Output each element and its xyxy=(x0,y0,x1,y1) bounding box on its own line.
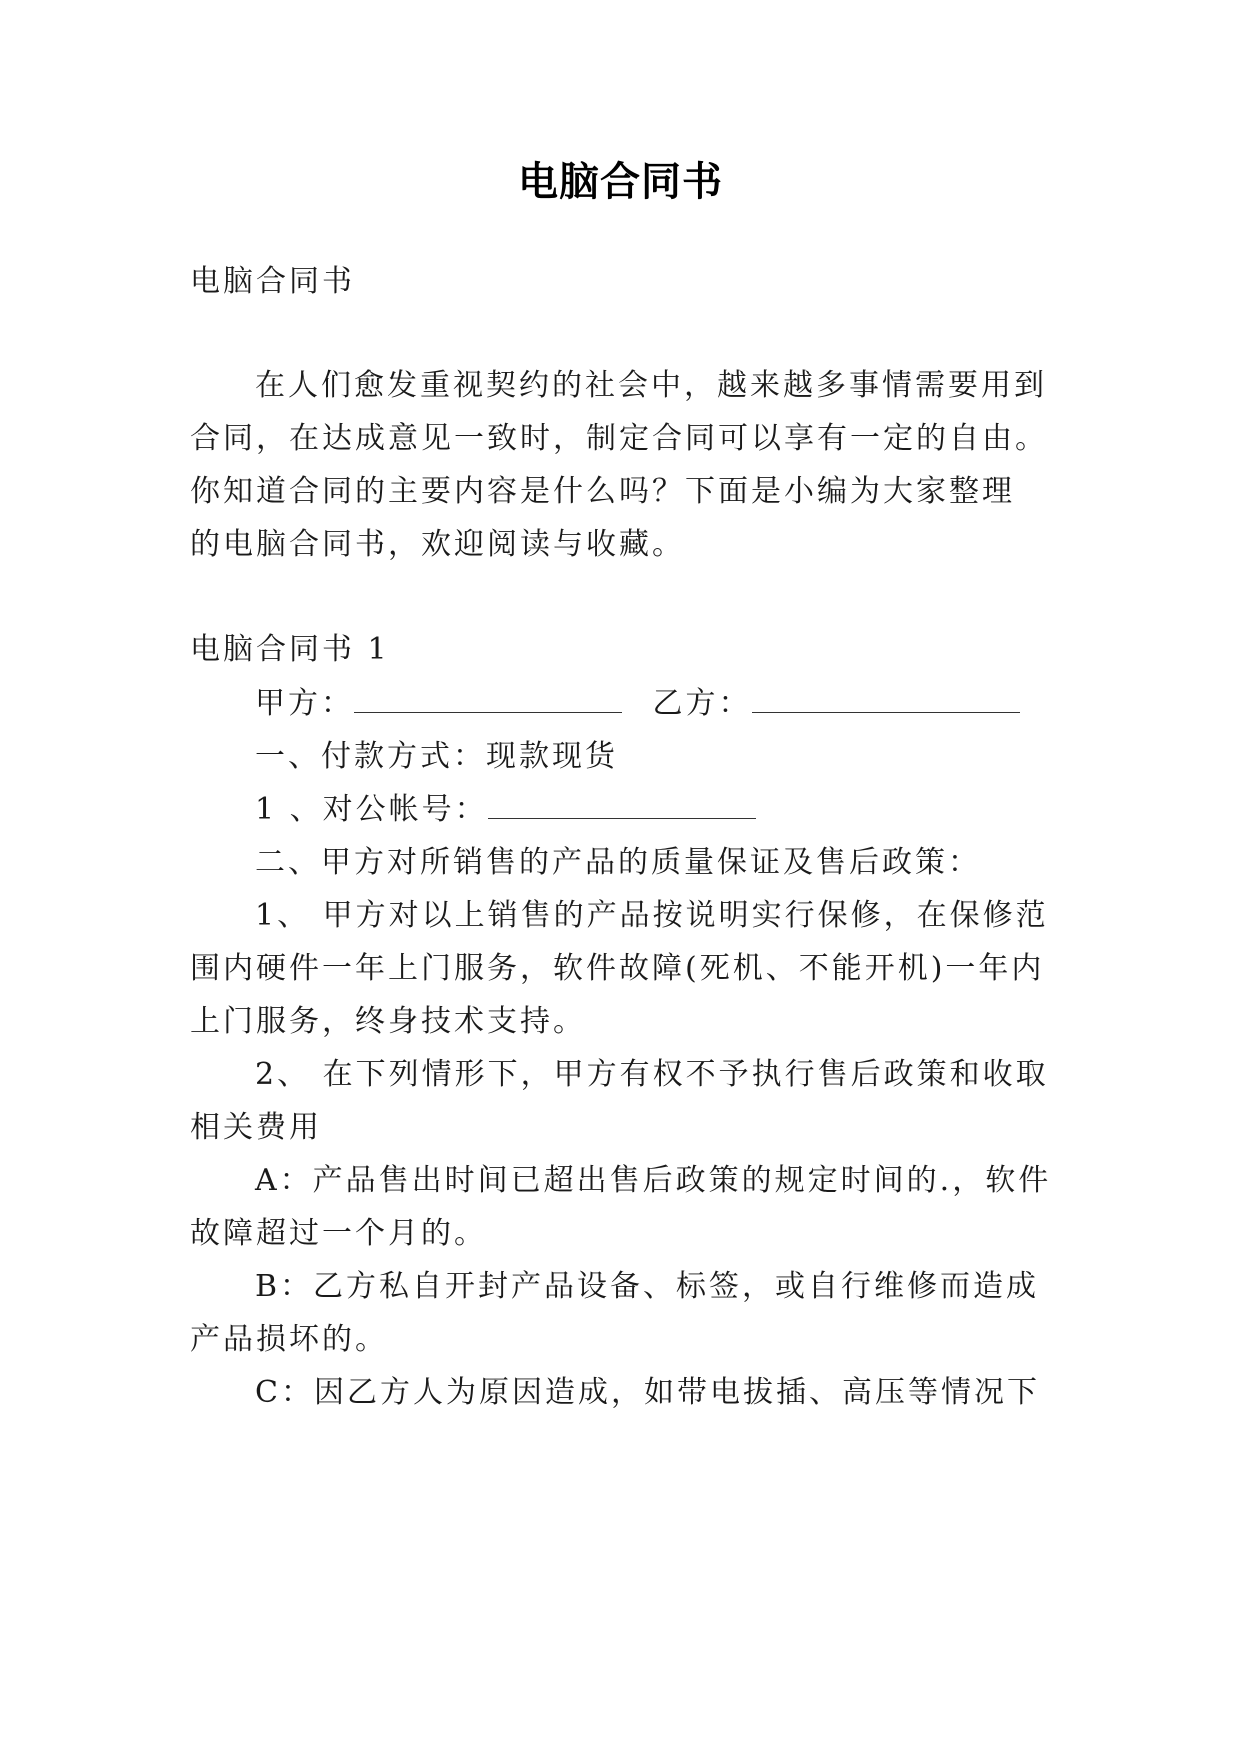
document-heading: 电脑合同书 xyxy=(190,264,355,299)
account-label: 1 、对公帐号： xyxy=(255,792,488,827)
clauseB-line-1: B：乙方私自开封产品设备、标签，或自行维修而造成 xyxy=(255,1269,1040,1304)
parties-line xyxy=(255,684,1020,724)
intro-line-3: 你知道合同的主要内容是什么吗？下面是小编为大家整理 xyxy=(190,474,1015,509)
document-title: 电脑合同书 xyxy=(518,158,723,205)
account-line xyxy=(255,790,756,830)
party-b-blank xyxy=(752,684,1020,713)
clauseA-line-1: A：产品售出时间已超出售后政策的规定时间的.，软件 xyxy=(255,1163,1052,1198)
party-a-label: 甲方： xyxy=(255,686,354,721)
clause2-line-1: 2、 在下列情形下，甲方有权不予执行售后政策和收取 xyxy=(255,1057,1049,1092)
clauseB-line-2: 产品损坏的。 xyxy=(190,1322,388,1357)
party-a-blank xyxy=(354,684,622,713)
section-heading: 电脑合同书 1 xyxy=(190,632,390,667)
party-b-label: 乙方： xyxy=(652,686,752,721)
clauseC-line-1: C：因乙方人为原因造成，如带电拔插、高压等情况下 xyxy=(255,1375,1040,1410)
intro-line-2: 合同，在达成意见一致时，制定合同可以享有一定的自由。 xyxy=(190,421,1048,456)
account-blank xyxy=(488,790,756,819)
clauseA-line-2: 故障超过一个月的。 xyxy=(190,1216,487,1251)
warranty-heading: 二、甲方对所销售的产品的质量保证及售后政策： xyxy=(255,845,981,880)
clause1-line-2: 围内硬件一年上门服务，软件故障(死机、不能开机)一年内 xyxy=(190,951,1045,986)
intro-line-4: 的电脑合同书，欢迎阅读与收藏。 xyxy=(190,527,685,562)
clause2-line-2: 相关费用 xyxy=(190,1110,322,1145)
intro-line-1: 在人们愈发重视契约的社会中，越来越多事情需要用到 xyxy=(255,368,1047,403)
payment-line: 一、付款方式：现款现货 xyxy=(255,739,618,774)
clause1-line-3: 上门服务，终身技术支持。 xyxy=(190,1004,586,1039)
clause1-line-1: 1、 甲方对以上销售的产品按说明实行保修，在保修范 xyxy=(255,898,1049,933)
